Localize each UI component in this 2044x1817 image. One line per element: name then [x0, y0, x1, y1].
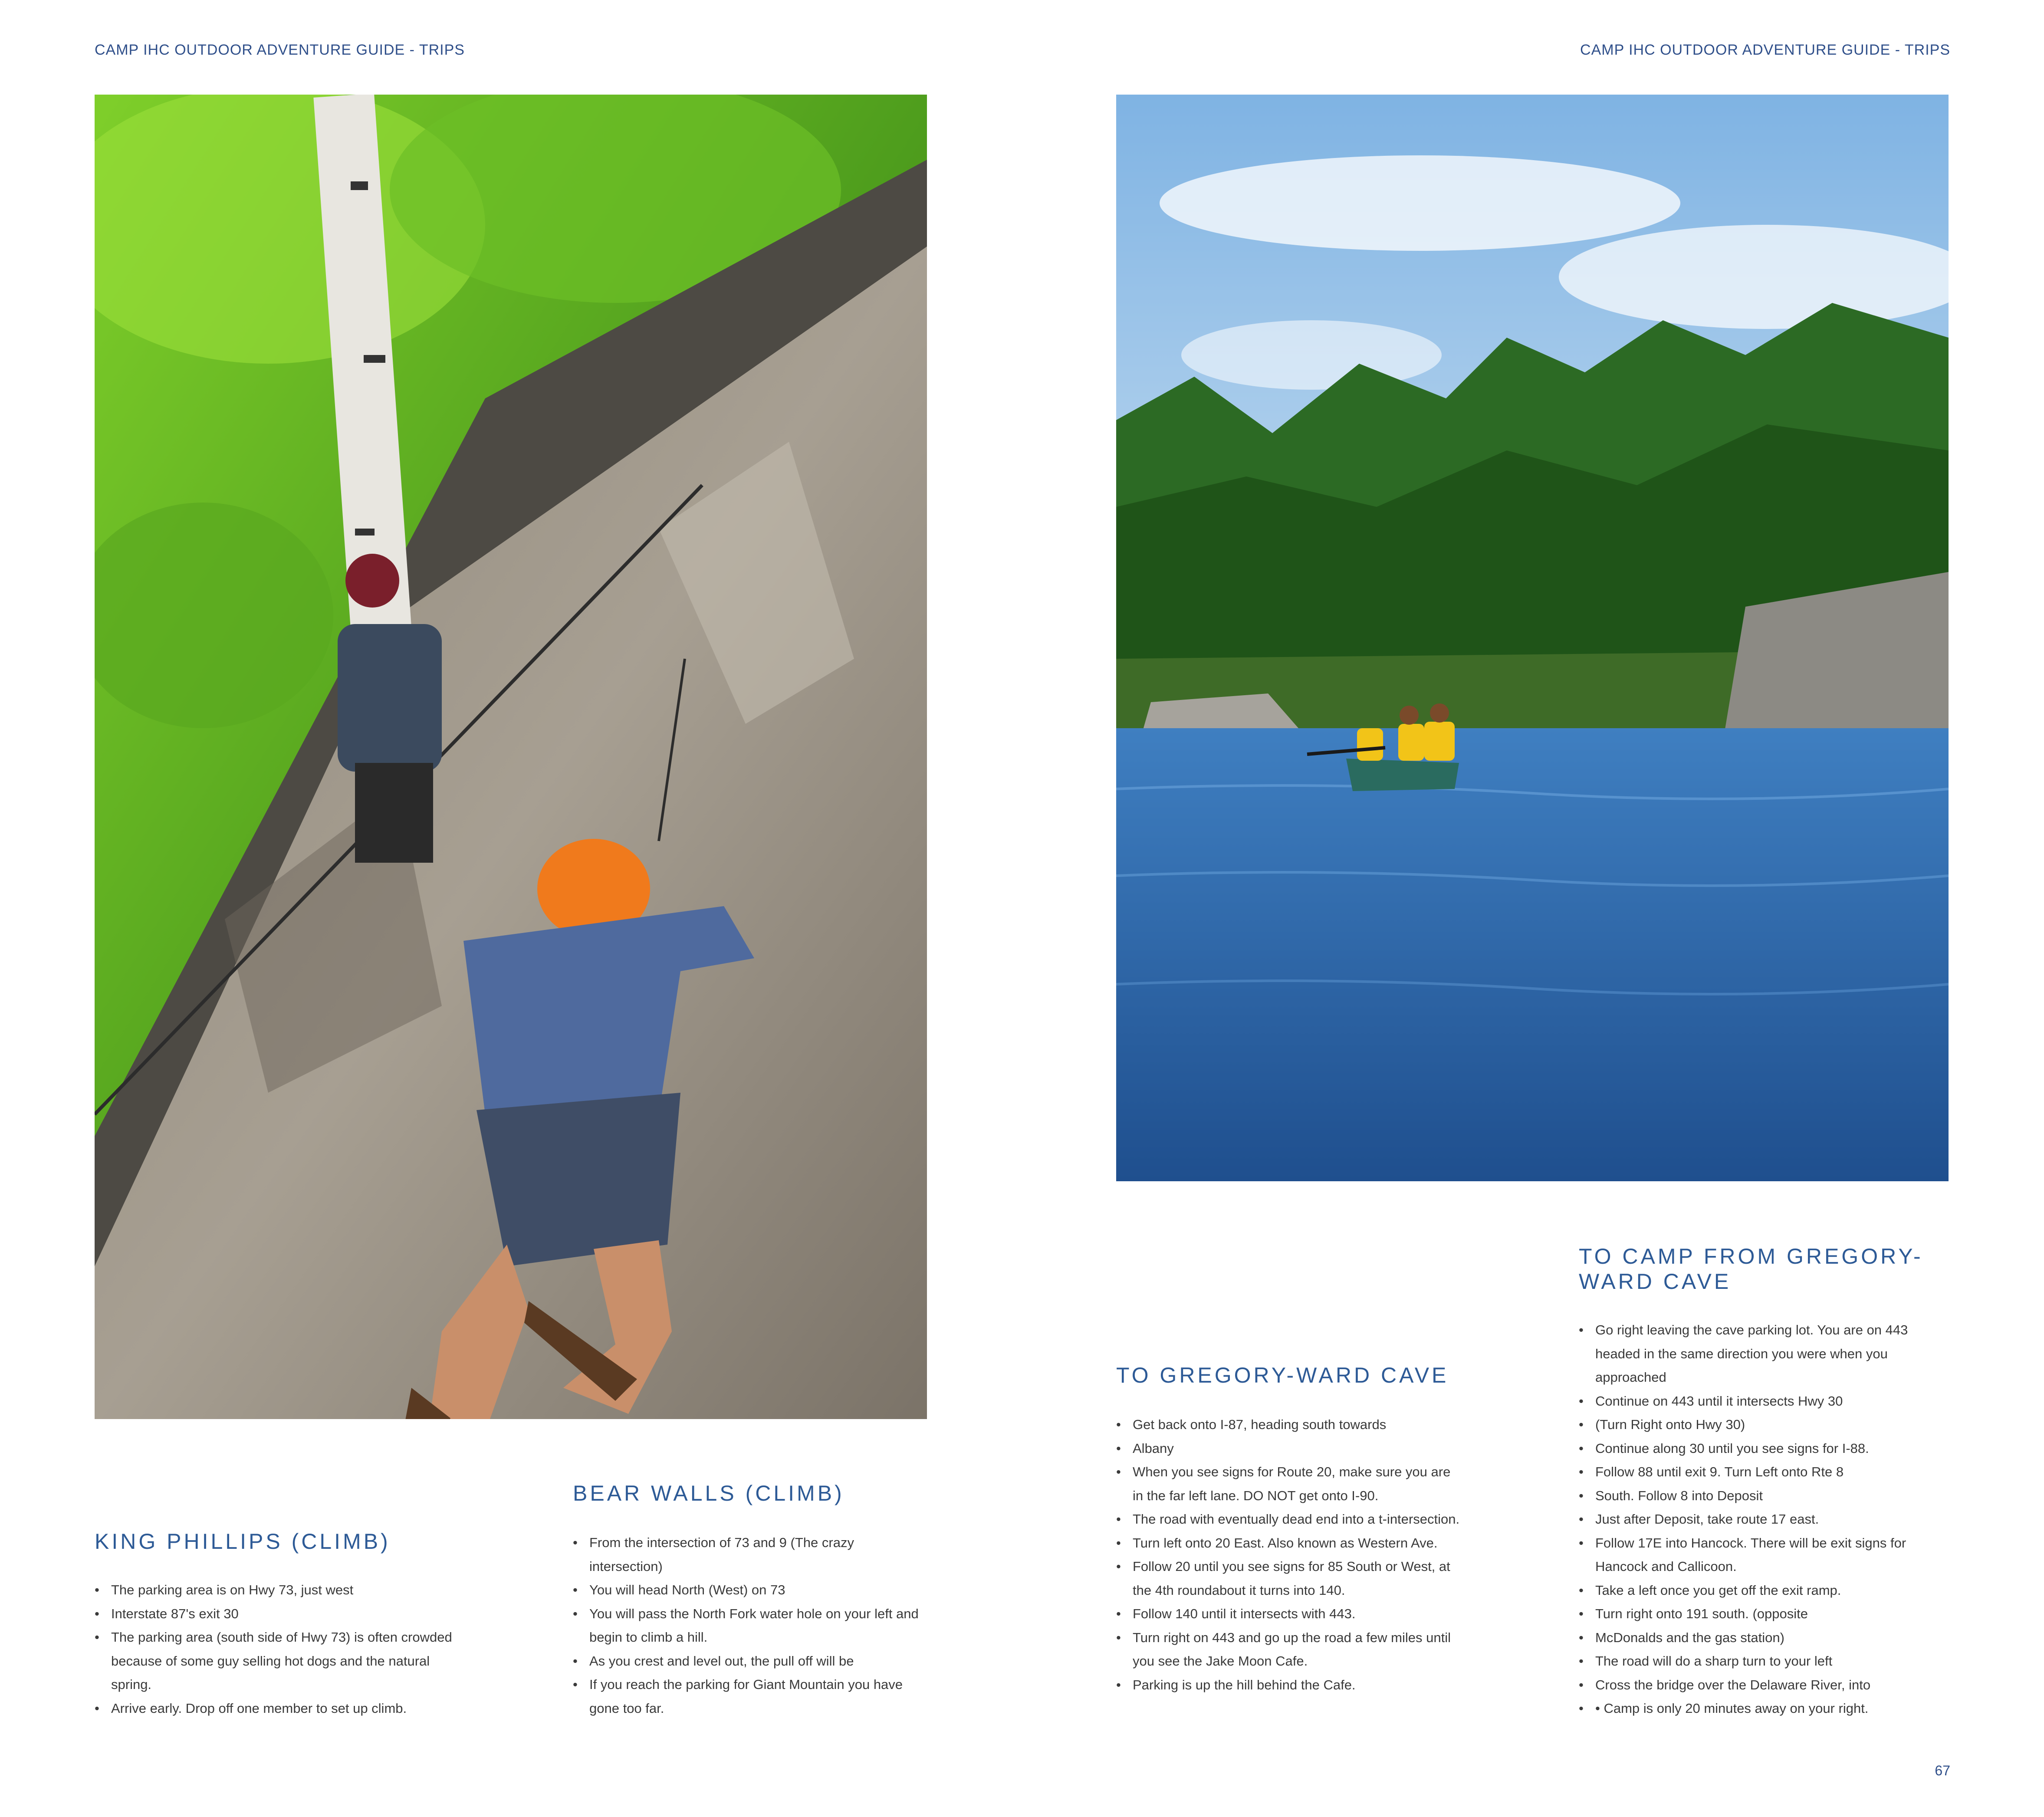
king-phillips-list: [95, 1578, 468, 1720]
list-item: • • Camp is only 20 minutes away on your right.: [1579, 1697, 1935, 1721]
list-item: • Continue along 30 until you see signs for I-88.: [1579, 1437, 1935, 1461]
list-item: • Follow 17E into Hancock. There will be exit signs for Hancock and Callicoon.: [1579, 1531, 1935, 1579]
list-item: • As you crest and level out, the pull off will be: [573, 1649, 920, 1673]
running-header-right: CAMP IHC OUTDOOR ADVENTURE GUIDE - TRIPS: [1580, 42, 1950, 58]
list-item: • Get back onto I-87, heading south towards: [1116, 1413, 1463, 1437]
list-item: • Turn right on 443 and go up the road a few miles until you see the Jake Moon Cafe.: [1116, 1626, 1463, 1673]
list-item: • (Turn Right onto Hwy 30): [1579, 1413, 1935, 1437]
gregory-ward-list: [1116, 1413, 1463, 1697]
list-item: • Follow 20 until you see signs for 85 South or West, at the 4th roundabout it turns into 140.: [1116, 1555, 1463, 1602]
list-item: • The parking area is on Hwy 73, just west: [95, 1578, 468, 1602]
king-phillips-heading: KING PHILLIPS (CLIMB): [95, 1529, 391, 1554]
list-item: • Turn left onto 20 East. Also known as Western Ave.: [1116, 1531, 1463, 1555]
list-item: • South. Follow 8 into Deposit: [1579, 1484, 1935, 1508]
list-item: • Parking is up the hill behind the Cafe.: [1116, 1673, 1463, 1697]
list-item: • The road with eventually dead end into a t-intersection.: [1116, 1508, 1463, 1531]
list-item: • When you see signs for Route 20, make sure you are in the far left lane. DO NOT get onto I-90.: [1116, 1460, 1463, 1508]
list-item: • Turn right onto 191 south. (opposite: [1579, 1602, 1935, 1626]
list-item: • Interstate 87's exit 30: [95, 1602, 468, 1626]
lake-canoe-photo: [1116, 95, 1949, 1181]
list-item: • You will head North (West) on 73: [573, 1578, 920, 1602]
list-item: • The road will do a sharp turn to your left: [1579, 1649, 1935, 1673]
list-item: • If you reach the parking for Giant Mountain you have gone too far.: [573, 1673, 920, 1720]
rock-climbing-photo: [95, 95, 927, 1419]
list-item: • Continue on 443 until it intersects Hwy 30: [1579, 1390, 1935, 1413]
page-number: 67: [1935, 1763, 1950, 1778]
bear-walls-list: [573, 1531, 920, 1720]
list-item: • You will pass the North Fork water hole on your left and begin to climb a hill.: [573, 1602, 920, 1649]
list-item: • Follow 88 until exit 9. Turn Left onto Rte 8: [1579, 1460, 1935, 1484]
camp-from-gregory-heading: TO CAMP FROM GREGORY-WARD CAVE: [1579, 1244, 1923, 1294]
list-item: • Take a left once you get off the exit ramp.: [1579, 1579, 1935, 1603]
list-item: • Go right leaving the cave parking lot. You are on 443 headed in the same direction you were when you approached: [1579, 1318, 1935, 1390]
gregory-ward-heading: TO GREGORY-WARD CAVE: [1116, 1363, 1449, 1387]
bear-walls-heading: BEAR WALLS (CLIMB): [573, 1481, 845, 1505]
running-header-left: CAMP IHC OUTDOOR ADVENTURE GUIDE - TRIPS: [95, 42, 465, 58]
list-item: • From the intersection of 73 and 9 (The crazy intersection): [573, 1531, 920, 1578]
camp-from-gregory-list: [1579, 1318, 1935, 1721]
list-item: • The parking area (south side of Hwy 73) is often crowded because of some guy selling hot dogs and the natural spring.: [95, 1626, 468, 1697]
list-item: • Follow 140 until it intersects with 443.: [1116, 1602, 1463, 1626]
list-item: • Arrive early. Drop off one member to set up climb.: [95, 1697, 468, 1721]
list-item: • McDonalds and the gas station): [1579, 1626, 1935, 1650]
list-item: • Cross the bridge over the Delaware River, into: [1579, 1673, 1935, 1697]
list-item: • Albany: [1116, 1437, 1463, 1461]
list-item: • Just after Deposit, take route 17 east.: [1579, 1508, 1935, 1531]
